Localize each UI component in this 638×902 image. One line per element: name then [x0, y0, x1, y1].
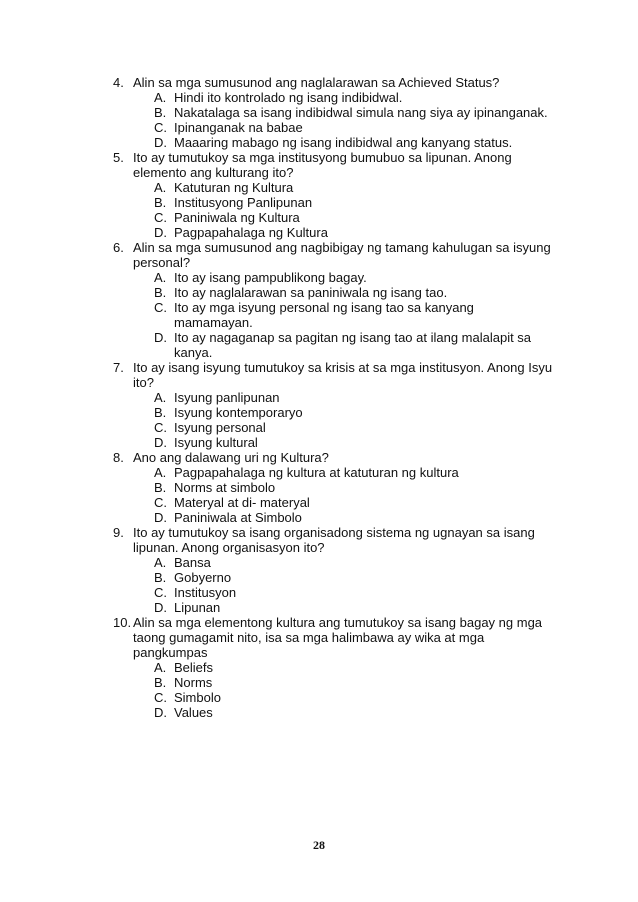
option-text: Ipinanganak na babae — [174, 120, 303, 135]
option-text: Beliefs — [174, 660, 214, 675]
option-list — [113, 90, 553, 150]
answer-option — [113, 555, 553, 570]
option-text: Isyung kultural — [174, 435, 258, 450]
option-letter: C. — [154, 420, 167, 435]
answer-option — [113, 405, 553, 420]
answer-option — [113, 210, 553, 225]
option-list — [113, 390, 553, 450]
question-list — [113, 75, 553, 720]
question-number: 9. — [113, 525, 124, 540]
option-letter: A. — [154, 270, 167, 285]
question-item — [113, 75, 553, 150]
answer-option — [113, 690, 553, 705]
option-text: Norms at simbolo — [174, 480, 276, 495]
option-text: Ito ay isang pampublikong bagay. — [174, 270, 367, 285]
option-text: Ito ay naglalarawan sa paniniwala ng isang tao. — [174, 285, 448, 300]
option-letter: D. — [154, 600, 167, 615]
option-text: Isyung panlipunan — [174, 390, 280, 405]
answer-option — [113, 510, 553, 525]
option-letter: A. — [154, 90, 167, 105]
option-letter: A. — [154, 555, 167, 570]
option-text: Lipunan — [174, 600, 221, 615]
option-letter: D. — [154, 510, 167, 525]
option-text: Nakatalaga sa isang indibidwal simula nang siya ay ipinanganak. — [174, 105, 548, 120]
option-text: Maaaring mabago ng isang indibidwal ang kanyang status. — [174, 135, 513, 150]
option-letter: A. — [154, 465, 167, 480]
question-text: Alin sa mga sumusunod ang naglalarawan sa Achieved Status? — [133, 75, 500, 90]
question-item — [113, 150, 553, 240]
option-letter: B. — [154, 675, 167, 690]
question-item — [113, 525, 553, 615]
question-text: Ano ang dalawang uri ng Kultura? — [133, 450, 329, 465]
option-list — [113, 270, 553, 360]
option-letter: C. — [154, 210, 167, 225]
answer-option — [113, 600, 553, 615]
option-text: Paniniwala at Simbolo — [174, 510, 302, 525]
question-number: 6. — [113, 240, 124, 255]
question-number: 10. — [113, 615, 132, 630]
option-text: Isyung kontemporaryo — [174, 405, 303, 420]
answer-option — [113, 90, 553, 105]
answer-option — [113, 120, 553, 135]
option-text: Katuturan ng Kultura — [174, 180, 294, 195]
option-letter: B. — [154, 105, 167, 120]
question-text: Alin sa mga elementong kultura ang tumutukoy sa isang bagay ng mga taong gumagamit nito, isa sa mga halimbawa ay wika at mga pangkumpas — [133, 615, 543, 660]
answer-option — [113, 285, 553, 300]
option-text: Norms — [174, 675, 213, 690]
option-list — [113, 660, 553, 720]
answer-option — [113, 480, 553, 495]
option-text: Pagpapahalaga ng kultura at katuturan ng kultura — [174, 465, 459, 480]
option-text: Ito ay nagaganap sa pagitan ng isang tao at ilang malalapit sa kanya. — [174, 330, 532, 360]
answer-option — [113, 135, 553, 150]
answer-option — [113, 675, 553, 690]
option-letter: D. — [154, 225, 167, 240]
question-item — [113, 450, 553, 525]
option-text: Values — [174, 705, 213, 720]
answer-option — [113, 660, 553, 675]
question-number: 4. — [113, 75, 124, 90]
answer-option — [113, 495, 553, 510]
option-list — [113, 465, 553, 525]
answer-option — [113, 435, 553, 450]
option-letter: B. — [154, 570, 167, 585]
option-text: Materyal at di- materyal — [174, 495, 310, 510]
answer-option — [113, 105, 553, 120]
option-letter: C. — [154, 300, 167, 315]
question-text: Ito ay tumutukoy sa isang organisadong sistema ng ugnayan sa isang lipunan. Anong organisasyon ito? — [133, 525, 535, 555]
option-text: Institusyong Panlipunan — [174, 195, 313, 210]
option-text: Simbolo — [174, 690, 221, 705]
option-letter: A. — [154, 390, 167, 405]
answer-option — [113, 270, 553, 285]
answer-option — [113, 420, 553, 435]
option-text: Gobyerno — [174, 570, 232, 585]
option-letter: B. — [154, 195, 167, 210]
option-text: Isyung personal — [174, 420, 266, 435]
question-item — [113, 240, 553, 360]
answer-option — [113, 225, 553, 240]
option-list — [113, 555, 553, 615]
option-letter: D. — [154, 330, 167, 345]
option-letter: D. — [154, 435, 167, 450]
answer-option — [113, 300, 553, 330]
question-item — [113, 360, 553, 450]
option-letter: B. — [154, 405, 167, 420]
option-text: Ito ay mga isyung personal ng isang tao sa kanyang mamamayan. — [174, 300, 474, 330]
answer-option — [113, 585, 553, 600]
option-letter: A. — [154, 180, 167, 195]
answer-option — [113, 705, 553, 720]
answer-option — [113, 465, 553, 480]
option-letter: B. — [154, 480, 167, 495]
option-text: Institusyon — [174, 585, 237, 600]
answer-option — [113, 330, 553, 360]
question-text: Ito ay isang isyung tumutukoy sa krisis at sa mga institusyon. Anong Isyu ito? — [133, 360, 553, 390]
question-number: 5. — [113, 150, 124, 165]
option-letter: A. — [154, 660, 167, 675]
option-text: Paniniwala ng Kultura — [174, 210, 300, 225]
option-letter: D. — [154, 135, 167, 150]
question-text: Alin sa mga sumusunod ang nagbibigay ng tamang kahulugan sa isyung personal? — [133, 240, 551, 270]
option-letter: C. — [154, 690, 167, 705]
option-letter: C. — [154, 585, 167, 600]
answer-option — [113, 195, 553, 210]
option-text: Hindi ito kontrolado ng isang indibidwal. — [174, 90, 403, 105]
question-number: 8. — [113, 450, 124, 465]
option-letter: C. — [154, 495, 167, 510]
option-text: Pagpapahalaga ng Kultura — [174, 225, 328, 240]
question-item — [113, 615, 553, 720]
answer-option — [113, 180, 553, 195]
option-letter: D. — [154, 705, 167, 720]
answer-option — [113, 390, 553, 405]
option-list — [113, 180, 553, 240]
page-number: 28 — [313, 838, 325, 852]
question-number: 7. — [113, 360, 124, 375]
answer-option — [113, 570, 553, 585]
question-text: Ito ay tumutukoy sa mga institusyong bumubuo sa lipunan. Anong elemento ang kulturang ito? — [133, 150, 512, 180]
option-letter: B. — [154, 285, 167, 300]
option-text: Bansa — [174, 555, 211, 570]
option-letter: C. — [154, 120, 167, 135]
